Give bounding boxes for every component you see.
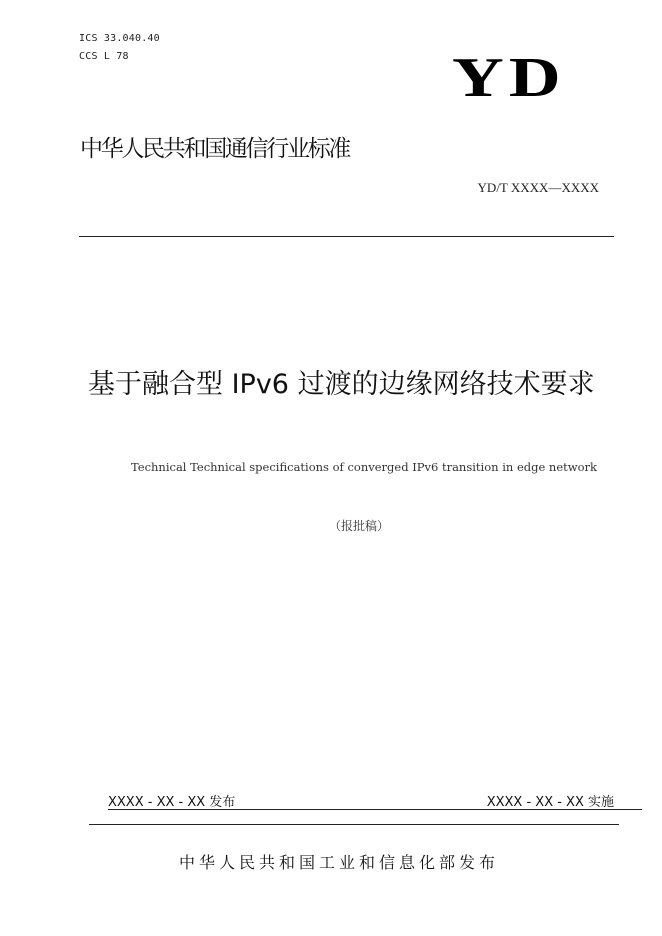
date-divider bbox=[108, 809, 642, 810]
yd-logo: YD bbox=[452, 47, 566, 109]
standard-number: YD/T XXXX—XXXX bbox=[477, 180, 599, 195]
document-title-chinese: 基于融合型 IPv6 过渡的边缘网络技术要求 bbox=[88, 369, 595, 400]
ccs-code: CCS L 78 bbox=[79, 51, 129, 62]
header-divider bbox=[79, 236, 614, 237]
publisher: 中华人民共和国工业和信息化部发布 bbox=[178, 853, 499, 872]
document-title-english: Technical Technical specifications of converged IPv6 transition in edge network bbox=[130, 460, 597, 474]
ics-code: ICS 33.040.40 bbox=[79, 33, 160, 44]
standard-category: 中华人民共和国通信行业标准 bbox=[80, 136, 350, 162]
footer-divider bbox=[89, 824, 619, 825]
publish-date: XXXX - XX - XX 发布 bbox=[108, 795, 236, 810]
implement-date: XXXX - XX - XX 实施 bbox=[486, 795, 614, 810]
draft-status: （报批稿） bbox=[328, 519, 389, 533]
